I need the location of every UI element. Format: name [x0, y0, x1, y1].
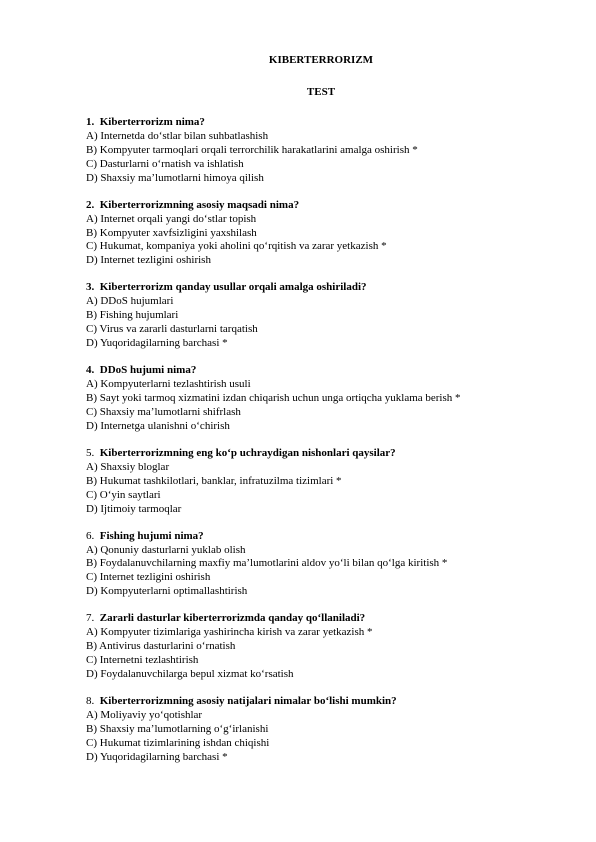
answer-option: B) Kompyuter tarmoqlari orqali terrorchilik harakatlarini amalga oshirish * [86, 143, 418, 156]
question-text: DDoS hujumi nima? [99, 364, 197, 377]
answer-option: C) O‘yin saytlari [86, 488, 161, 501]
question-line [86, 695, 556, 709]
answer-option: D) Foydalanuvchilarga bepul xizmat ko‘rsatish [86, 667, 294, 680]
answer-option: A) DDoS hujumlari [86, 295, 174, 308]
question-number: 6. [86, 529, 95, 542]
question-number: 5. [86, 446, 95, 459]
question-number: 4. [86, 364, 95, 377]
answer-option: D) Internetga ulanishni o‘chirish [86, 419, 230, 432]
question-7 [86, 612, 556, 682]
question-2 [86, 199, 556, 269]
answer-option: C) Internetni tezlashtirish [86, 654, 199, 667]
document-subtitle: TEST [306, 86, 336, 98]
answer-option: B) Sayt yoki tarmoq xizmatini izdan chiqarish uchun unga ortiqcha yuklama berish * [86, 391, 461, 404]
answer-option: D) Ijtimoiy tarmoqlar [86, 502, 182, 515]
question-line [86, 116, 556, 130]
question-line [86, 447, 556, 461]
question-number: 8. [86, 695, 95, 708]
question-3 [86, 281, 556, 351]
answer-option: A) Internet orqali yangi do‘stlar topish [86, 212, 257, 225]
answer-option: C) Virus va zararli dasturlarni tarqatish [86, 323, 258, 336]
question-text: Zararli dasturlar kiberterrorizmda qanday qo‘llaniladi? [99, 612, 366, 625]
answer-option: B) Fishing hujumlari [86, 309, 179, 322]
answer-option: D) Yuqoridagilarning barchasi * [86, 337, 228, 350]
question-line [86, 530, 556, 544]
question-text: Kiberterrorizm qanday usullar orqali amalga oshiriladi? [99, 281, 367, 294]
answer-option: A) Shaxsiy bloglar [86, 460, 170, 473]
answer-option: A) Moliyaviy yo‘qotishlar [86, 708, 203, 721]
answer-option: A) Internetda do‘stlar bilan suhbatlashish [86, 129, 269, 142]
answer-option: A) Qonuniy dasturlarni yuklab olish [86, 543, 246, 556]
answer-option: B) Antivirus dasturlarini o‘rnatish [86, 640, 236, 653]
question-line [86, 199, 556, 213]
answer-option: C) Internet tezligini oshirish [86, 571, 211, 584]
answer-option: A) Kompyuterlarni tezlashtirish usuli [86, 378, 251, 391]
answer-option: D) Shaxsiy ma’lumotlarni himoya qilish [86, 171, 264, 184]
answer-option: C) Hukumat tizimlarining ishdan chiqishi [86, 736, 270, 749]
answer-option: D) Yuqoridagilarning barchasi * [86, 750, 228, 763]
question-list [86, 116, 556, 765]
answer-option: B) Kompyuter xavfsizligini yaxshilash [86, 226, 257, 239]
question-6 [86, 530, 556, 600]
question-1 [86, 116, 556, 186]
answer-option: B) Foydalanuvchilarning maxfiy ma’lumotlarini aldov yo‘li bilan qo‘lga kiritish * [86, 557, 448, 570]
question-text: Kiberterrorizm nima? [99, 116, 205, 128]
question-number: 7. [86, 612, 95, 625]
answer-option: C) Dasturlarni o‘rnatish va ishlatish [86, 157, 244, 170]
question-line [86, 364, 556, 378]
answer-option: B) Shaxsiy ma’lumotlarning o‘g‘irlanishi [86, 722, 269, 735]
question-number: 1. [86, 116, 95, 128]
question-5 [86, 447, 556, 517]
question-line [86, 281, 556, 295]
answer-option: D) Kompyuterlarni optimallashtirish [86, 585, 248, 598]
question-number: 2. [86, 198, 95, 211]
answer-option: A) Kompyuter tizimlariga yashirincha kirish va zarar yetkazish * [86, 626, 373, 639]
answer-option: C) Hukumat, kompaniya yoki aholini qo‘rqitish va zarar yetkazish * [86, 240, 387, 253]
question-text: Kiberterrorizmning asosiy natijalari nimalar bo‘lishi mumkin? [99, 695, 397, 708]
question-text: Fishing hujumi nima? [99, 529, 204, 542]
question-number: 3. [86, 281, 95, 294]
document-title: KIBERTERRORIZM [268, 54, 374, 66]
question-text: Kiberterrorizmning asosiy maqsadi nima? [99, 198, 300, 211]
question-8 [86, 695, 556, 765]
answer-option: D) Internet tezligini oshirish [86, 254, 211, 267]
question-line [86, 612, 556, 626]
question-4 [86, 364, 556, 434]
answer-option: C) Shaxsiy ma’lumotlarni shifrlash [86, 405, 241, 418]
question-text: Kiberterrorizmning eng ko‘p uchraydigan nishonlari qaysilar? [99, 446, 396, 459]
answer-option: B) Hukumat tashkilotlari, banklar, infratuzilma tizimlari * [86, 474, 342, 487]
